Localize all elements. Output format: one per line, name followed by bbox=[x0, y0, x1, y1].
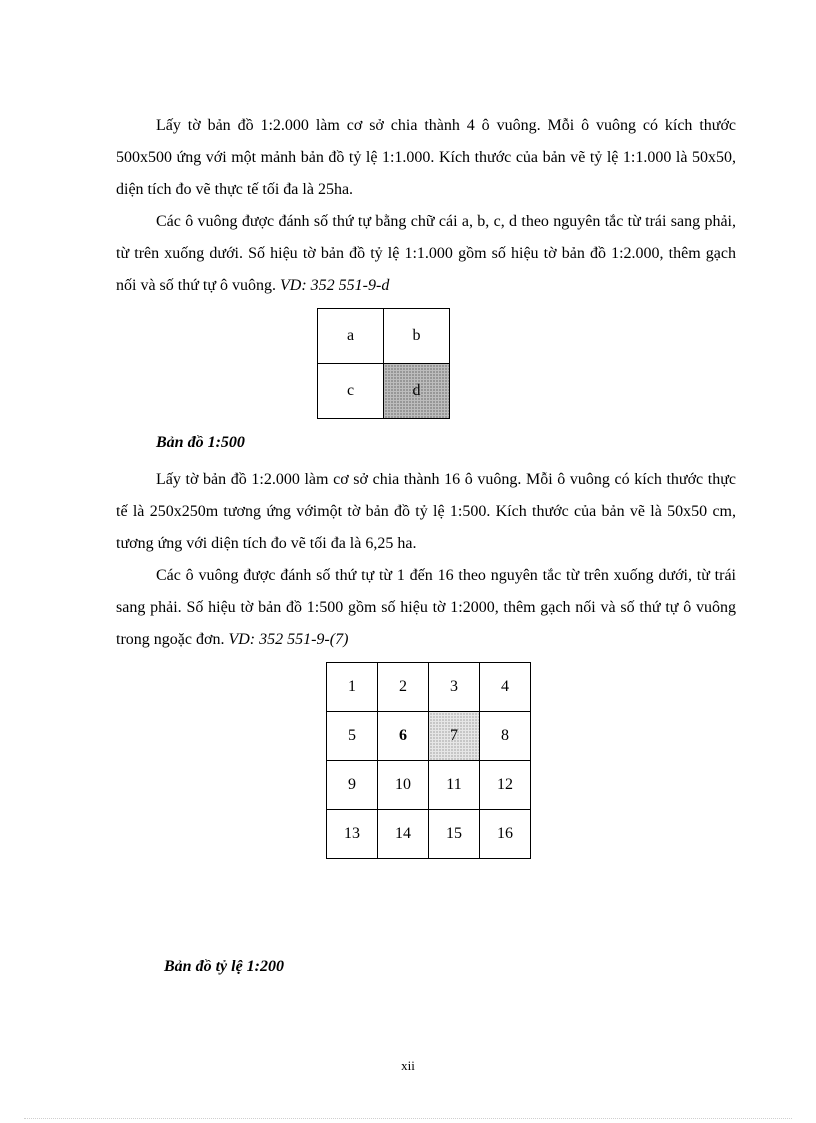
paragraph-1000-division: Lấy tờ bản đồ 1:2.000 làm cơ sở chia thành 4 ô vuông. Mỗi ô vuông có kích thước 500x500 ứng với một mảnh bản đồ tỷ lệ 1:1.000. Kích thước của bản vẽ tỷ lệ 1:1.000 là 50x50, diện tích đo vẽ thực tế tối đa là 25ha. bbox=[116, 117, 736, 198]
example-500: VD: 352 551-9-(7) bbox=[228, 631, 349, 648]
grid-cell: 15 bbox=[429, 810, 480, 859]
paragraph-1000-numbering: Các ô vuông được đánh số thứ tự bằng chữ cái a, b, c, d theo nguyên tắc từ trái sang phải, từ trên xuống dưới. Số hiệu tờ bản đồ tỷ lệ 1:1.000 gồm số hiệu tờ bản đồ 1:2.000, thêm gạch nối và số thứ tự ô vuông. VD: 352 551-9-d bbox=[116, 213, 736, 294]
grid-cell: 12 bbox=[480, 761, 531, 810]
grid-cell: 10 bbox=[378, 761, 429, 810]
grid-cell-highlighted: d bbox=[384, 364, 450, 419]
grid-500 bbox=[326, 662, 531, 859]
paragraph-500-division: Lấy tờ bản đồ 1:2.000 làm cơ sở chia thành 16 ô vuông. Mỗi ô vuông có kích thước thực tế là 250x250m tương ứng vớimột tờ bản đồ tỷ lệ 1:500. Kích thước của bản vẽ là 50x50 cm, tương ứng với diện tích đo vẽ tối đa là 6,25 ha. bbox=[116, 471, 736, 552]
grid-cell-highlighted: 7 bbox=[429, 712, 480, 761]
grid-cell: 16 bbox=[480, 810, 531, 859]
page-bottom-divider bbox=[24, 1118, 792, 1119]
grid-cell: 4 bbox=[480, 663, 531, 712]
grid-cell: c bbox=[318, 364, 384, 419]
grid-1000 bbox=[317, 308, 450, 419]
grid-cell: 3 bbox=[429, 663, 480, 712]
page-number: xii bbox=[401, 1058, 415, 1073]
grid-cell: 8 bbox=[480, 712, 531, 761]
grid-cell: 5 bbox=[327, 712, 378, 761]
grid-cell: b bbox=[384, 309, 450, 364]
example-1000: VD: 352 551-9-d bbox=[280, 277, 390, 294]
heading-1-500: Bản đồ 1:500 bbox=[156, 434, 245, 451]
grid-cell: 11 bbox=[429, 761, 480, 810]
heading-1-200: Bản đồ tỷ lệ 1:200 bbox=[164, 958, 284, 975]
grid-cell: 6 bbox=[378, 712, 429, 761]
grid-cell: 9 bbox=[327, 761, 378, 810]
grid-cell: 14 bbox=[378, 810, 429, 859]
grid-cell: 1 bbox=[327, 663, 378, 712]
grid-cell: a bbox=[318, 309, 384, 364]
grid-cell: 13 bbox=[327, 810, 378, 859]
paragraph-500-numbering: Các ô vuông được đánh số thứ tự từ 1 đến 16 theo nguyên tắc từ trên xuống dưới, từ trái sang phải. Số hiệu tờ bản đồ 1:500 gồm số hiệu tờ 1:2000, thêm gạch nối và số thứ tự ô vuông trong ngoặc đơn. VD: 352 551-9-(7) bbox=[116, 567, 736, 648]
grid-cell: 2 bbox=[378, 663, 429, 712]
